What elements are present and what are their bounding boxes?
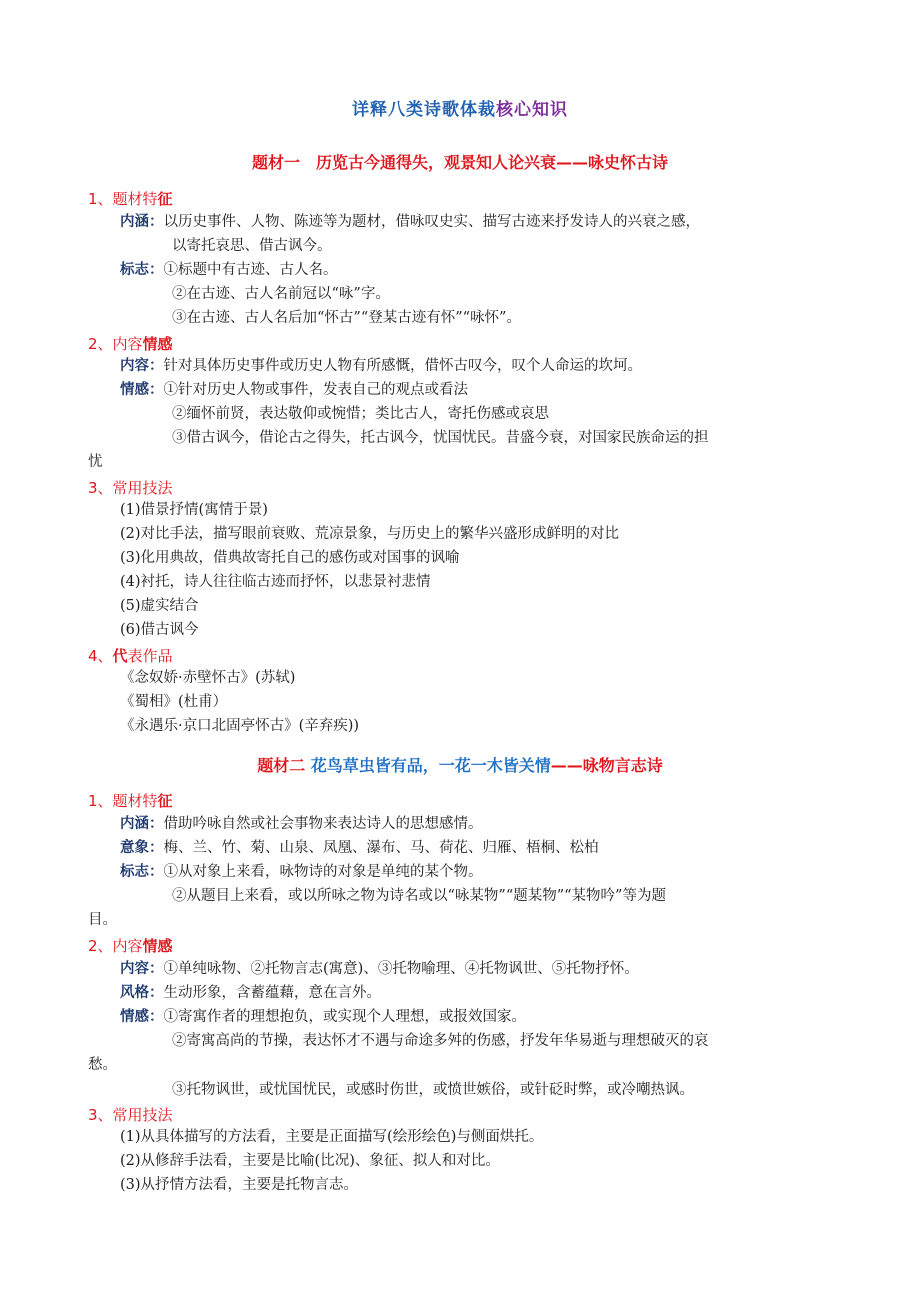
s2-yixiang-line xyxy=(120,837,599,859)
s1-sub2-bold: 情感 xyxy=(142,335,173,353)
s1-sub4-prefix: 4、 xyxy=(88,647,113,665)
s1-neirong-label: 内容： xyxy=(120,358,164,374)
s1-sub2-prefix: 2、内容 xyxy=(88,335,143,353)
s1-subheading-3: 3、常用技法 xyxy=(88,479,173,497)
s2-subheading-3: 3、常用技法 xyxy=(88,1106,173,1124)
s1-neihan-line xyxy=(120,211,700,233)
s1-neihan-label: 内涵： xyxy=(120,214,164,230)
s1-biaozhi-label: 标志： xyxy=(120,262,164,278)
s2-sub2-prefix: 2、内容 xyxy=(88,937,143,955)
s2-biaozhi-2: ②从题目上来看，或以所咏之物为诗名或以“咏某物”“题某物”“某物吟”等为题 xyxy=(172,888,666,904)
s1-qinggan-3: ③借古讽今，借论古之得失，托古讽今，忧国忧民。昔盛今衰，对国家民族命运的担 xyxy=(172,430,709,446)
s2-subheading-1 xyxy=(88,790,173,811)
s2-fengge-text: 生动形象，含蓄蕴藉，意在言外。 xyxy=(163,985,381,1001)
s1-biaozhi-3: ③在古迹、古人名后加“怀古”“登某古迹有怀”“咏怀”。 xyxy=(172,310,521,326)
s2-sub2-bold: 情感 xyxy=(142,937,173,955)
s1-work-2: 《蜀相》(杜甫） xyxy=(120,694,228,710)
s1-neihan-text: 以历史事件、人物、陈迹等为题材，借咏叹史实、描写古迹来抒发诗人的兴衰之感， xyxy=(163,214,700,230)
s2-fengge-label: 风格： xyxy=(120,985,164,1001)
s2-neihan-label: 内涵： xyxy=(120,816,164,832)
s1-jifa-5: (5)虚实结合 xyxy=(120,598,199,614)
title-part2: 核心知识 xyxy=(496,100,568,120)
s2-neirong-line xyxy=(120,958,639,980)
s1-work-3: 《永遇乐·京口北固亭怀古》(辛弃疾)) xyxy=(120,718,360,734)
s2-biaozhi-label: 标志： xyxy=(120,864,164,880)
section2-heading xyxy=(0,753,920,776)
s2-yixiang-label: 意象： xyxy=(120,840,164,856)
section2-heading-c: ——咏物言志诗 xyxy=(550,756,663,775)
s2-neihan-line xyxy=(120,813,483,835)
s1-jifa-1: (1)借景抒情(寓情于景) xyxy=(120,502,268,518)
s1-neirong-line xyxy=(120,355,642,377)
s2-neirong-label: 内容： xyxy=(120,961,164,977)
s1-subheading-1 xyxy=(88,188,173,209)
section2-heading-b: 花鸟草虫皆有品，一花一木皆关情 xyxy=(310,756,551,775)
s1-qinggan-3b: 忧 xyxy=(88,454,103,470)
s2-sub1-bold: 征 xyxy=(157,792,173,810)
s1-jifa-2: (2)对比手法，描写眼前衰败、荒凉景象，与历史上的繁华兴盛形成鲜明的对比 xyxy=(120,526,620,542)
s1-qinggan-line xyxy=(120,379,468,401)
s2-biaozhi-2b: 目。 xyxy=(88,912,117,928)
s1-sub1-prefix: 1、题材特 xyxy=(88,190,158,208)
s2-sub1-prefix: 1、题材特 xyxy=(88,792,158,810)
s2-neirong-text: ①单纯咏物、②托物言志(寓意)、③托物喻理、④托物讽世、⑤托物抒怀。 xyxy=(163,961,639,977)
s1-sub4-bold: 代 xyxy=(112,647,128,665)
s2-jifa-2: (2)从修辞手法看，主要是比喻(比况)、象征、拟人和对比。 xyxy=(120,1153,500,1169)
s2-qinggan-line xyxy=(120,1006,526,1028)
s1-jifa-6: (6)借古讽今 xyxy=(120,622,199,638)
s1-sub4-suffix: 表作品 xyxy=(127,647,173,665)
s1-neirong-text: 针对具体历史事件或历史人物有所感慨，借怀古叹今，叹个人命运的坎坷。 xyxy=(163,358,642,374)
section2-heading-a: 题材二 xyxy=(257,756,306,775)
s2-jifa-3: (3)从抒情方法看，主要是托物言志。 xyxy=(120,1177,359,1193)
s1-biaozhi-1: ①标题中有古迹、古人名。 xyxy=(163,262,338,278)
s2-neihan-text: 借助吟咏自然或社会事物来表达诗人的思想感情。 xyxy=(163,816,483,832)
s2-qinggan-label: 情感： xyxy=(120,1009,164,1025)
s1-biaozhi-line xyxy=(120,259,338,281)
s1-qinggan-label: 情感： xyxy=(120,382,164,398)
s1-qinggan-1: ①针对历史人物或事件，发表自己的观点或看法 xyxy=(163,382,468,398)
page-title xyxy=(0,95,920,120)
s2-qinggan-3: ③托物讽世，或忧国忧民，或感时伤世，或愤世嫉俗，或针砭时弊，或冷嘲热讽。 xyxy=(172,1082,694,1098)
s1-jifa-4: (4)衬托，诗人往往临古迹而抒怀，以悲景衬悲情 xyxy=(120,574,431,590)
section1-heading xyxy=(0,150,920,173)
s2-yixiang-text: 梅、兰、竹、菊、山泉、凤凰、瀑布、马、荷花、归雁、梧桐、松柏 xyxy=(163,840,599,856)
s2-fengge-line xyxy=(120,982,381,1004)
s2-qinggan-2b: 愁。 xyxy=(88,1057,117,1073)
s2-biaozhi-1: ①从对象上来看，咏物诗的对象是单纯的某个物。 xyxy=(163,864,483,880)
s1-jifa-3: (3)化用典故，借典故寄托自己的感伤或对国事的讽喻 xyxy=(120,550,460,566)
s1-qinggan-2: ②缅怀前贤，表达敬仰或惋惜；类比古人，寄托伤感或哀思 xyxy=(172,406,549,422)
s2-qinggan-2: ②寄寓高尚的节操，表达怀才不遇与命途多舛的伤感，抒发年华易逝与理想破灭的哀 xyxy=(172,1033,709,1049)
section1-heading-b: ——咏史怀古诗 xyxy=(556,153,669,172)
s1-subheading-4 xyxy=(88,645,173,666)
s1-sub1-bold: 征 xyxy=(157,190,173,208)
s2-subheading-2 xyxy=(88,935,173,956)
s2-biaozhi-line xyxy=(120,861,483,883)
title-part1: 详释八类诗歌体裁 xyxy=(352,100,496,120)
s1-biaozhi-2: ②在古迹、古人名前冠以“咏”字。 xyxy=(172,286,390,302)
s1-subheading-2 xyxy=(88,333,173,354)
s1-work-1: 《念奴娇·赤壁怀古》(苏轼) xyxy=(120,670,296,686)
section1-heading-a: 题材一 历览古今通得失，观景知人论兴衰 xyxy=(251,153,556,172)
s2-jifa-1: (1)从具体描写的方法看，主要是正面描写(绘形绘色)与侧面烘托。 xyxy=(120,1129,544,1145)
s2-qinggan-1: ①寄寓作者的理想抱负，或实现个人理想，或报效国家。 xyxy=(163,1009,526,1025)
s1-neihan-line2: 以寄托哀思、借古讽今。 xyxy=(172,238,332,254)
